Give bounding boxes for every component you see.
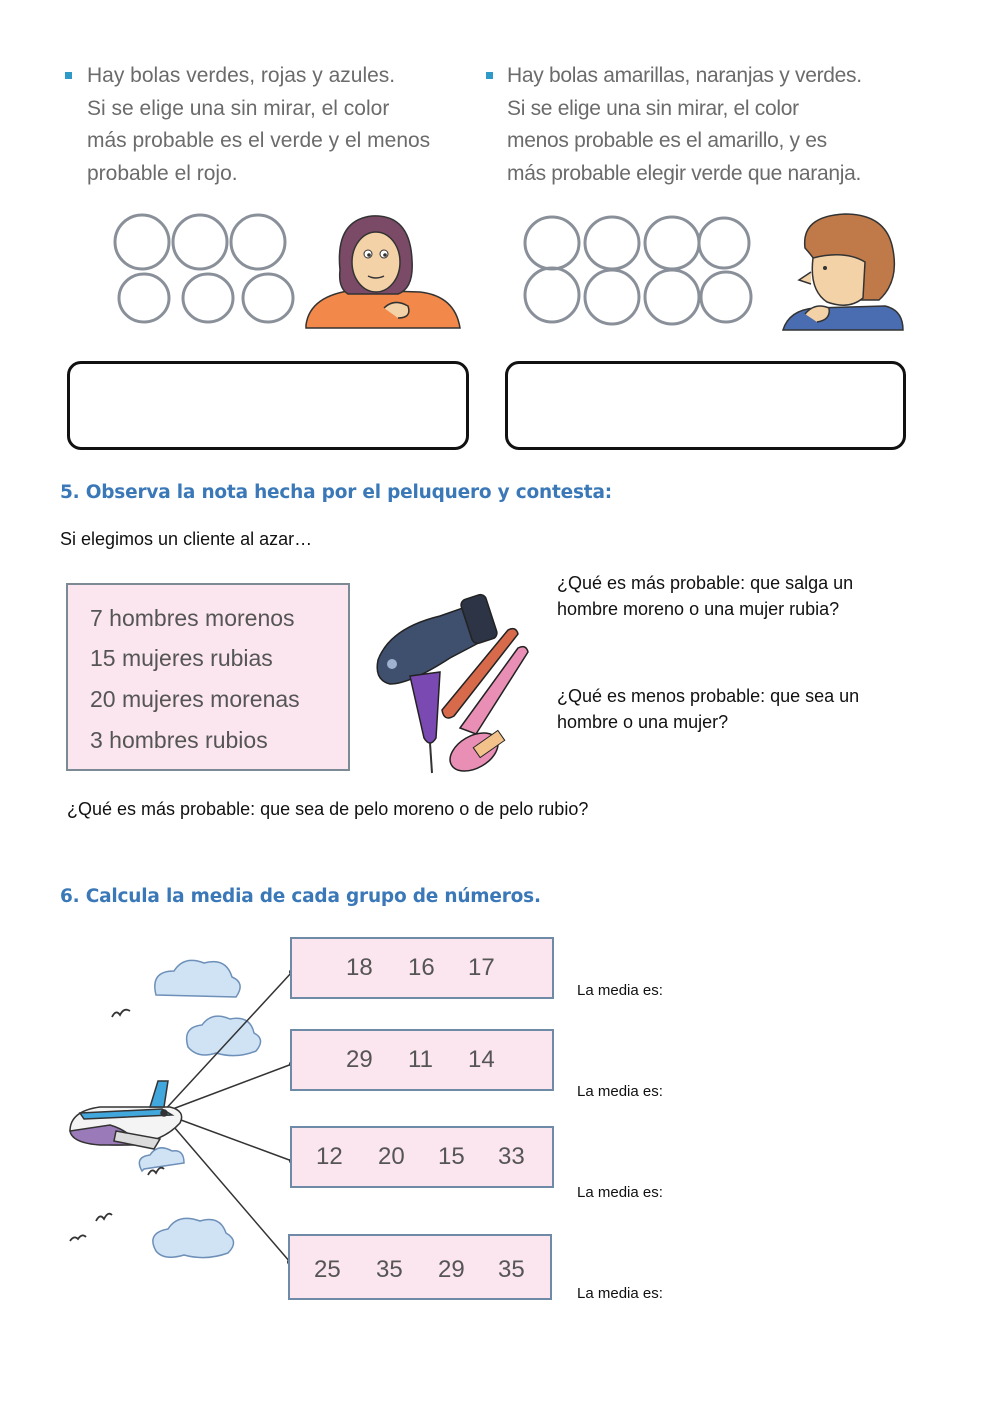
ball-icon [115, 215, 169, 269]
number-group-4 [288, 1234, 552, 1300]
ball-icon [525, 268, 579, 322]
ball-icon [701, 272, 751, 322]
ball-icon [525, 217, 579, 269]
bird-icon [70, 1235, 86, 1241]
cloud-icon [153, 1218, 234, 1257]
number-value: 33 [498, 1143, 525, 1170]
bullet-marker-icon [486, 72, 493, 79]
text-line: más probable es el verde y el menos [87, 129, 431, 152]
number-value: 29 [346, 1046, 373, 1073]
media-label: La media es: [577, 1184, 663, 1201]
number-value: 15 [438, 1143, 465, 1170]
text-line: Hay bolas verdes, rojas y azules. [87, 64, 396, 87]
text-line: más probable elegir verde que naranja. [507, 161, 861, 185]
hairdresser-note [66, 583, 350, 771]
question-3: ¿Qué es más probable: que sea de pelo moreno o de pelo rubio? [67, 799, 589, 819]
airplane-scene-illustration [60, 935, 300, 1305]
answer-box-left[interactable] [67, 361, 469, 450]
bird-icon [112, 1010, 130, 1017]
hairdresser-tools-illustration [370, 588, 535, 778]
text-line: menos probable es el amarillo, y es [507, 129, 827, 152]
ball-icon [645, 217, 699, 269]
number-group-1 [290, 937, 554, 999]
text-line: probable el rojo. [87, 161, 238, 185]
text-line: Si se elige una sin mirar, el color [507, 96, 799, 120]
note-line: 20 mujeres morenas [90, 686, 300, 712]
note-line: 7 hombres morenos [90, 605, 295, 631]
cloud-icon [155, 960, 240, 997]
right-balls-illustration [515, 205, 765, 330]
media-label: La media es: [577, 1083, 663, 1100]
number-value: 14 [468, 1046, 495, 1073]
girl-illustration [300, 210, 470, 335]
question-2: ¿Qué es menos probable: que sea un hombre o una mujer? [557, 686, 860, 732]
number-group-3 [290, 1126, 554, 1188]
note-line: 3 hombres rubios [90, 727, 268, 753]
number-value: 18 [346, 954, 373, 981]
section-5-intro: Si elegimos un cliente al azar… [60, 529, 313, 549]
text-line: Hay bolas amarillas, naranjas y verdes. [507, 64, 862, 87]
number-value: 35 [498, 1256, 525, 1283]
ball-icon [645, 270, 699, 324]
ball-icon [243, 274, 293, 322]
left-balls-illustration [100, 200, 300, 330]
text-line: Si se elige una sin mirar, el color [87, 96, 390, 120]
note-line: 15 mujeres rubias [90, 645, 273, 671]
media-label: La media es: [577, 982, 663, 999]
number-group-2 [290, 1029, 554, 1091]
bird-icon [96, 1214, 112, 1221]
right-bullet-text [507, 60, 862, 190]
number-value: 20 [378, 1143, 405, 1170]
number-value: 29 [438, 1256, 465, 1283]
number-value: 11 [408, 1046, 433, 1073]
cloud-icon [187, 1016, 261, 1055]
ball-icon [699, 218, 749, 268]
number-value: 35 [376, 1256, 403, 1283]
ball-icon [585, 217, 639, 269]
media-label: La media es: [577, 1285, 663, 1302]
number-value: 25 [314, 1256, 341, 1283]
number-value: 12 [316, 1143, 343, 1170]
boy-illustration [775, 210, 910, 335]
answer-box-right[interactable] [505, 361, 906, 450]
section-6-title: 6. Calcula la media de cada grupo de números. [60, 886, 541, 907]
ball-icon [585, 270, 639, 324]
left-bullet-text [87, 60, 430, 190]
number-value: 17 [468, 954, 495, 981]
ball-icon [231, 215, 285, 269]
ball-icon [119, 274, 169, 322]
ball-icon [173, 215, 227, 269]
bullet-marker-icon [65, 72, 72, 79]
section-5-title: 5. Observa la nota hecha por el peluquero y contesta: [60, 482, 612, 503]
airplane-icon [70, 1081, 182, 1149]
number-value: 16 [408, 954, 435, 981]
ball-icon [183, 274, 233, 322]
question-1: ¿Qué es más probable: que salga un hombre moreno o una mujer rubia? [557, 573, 854, 619]
